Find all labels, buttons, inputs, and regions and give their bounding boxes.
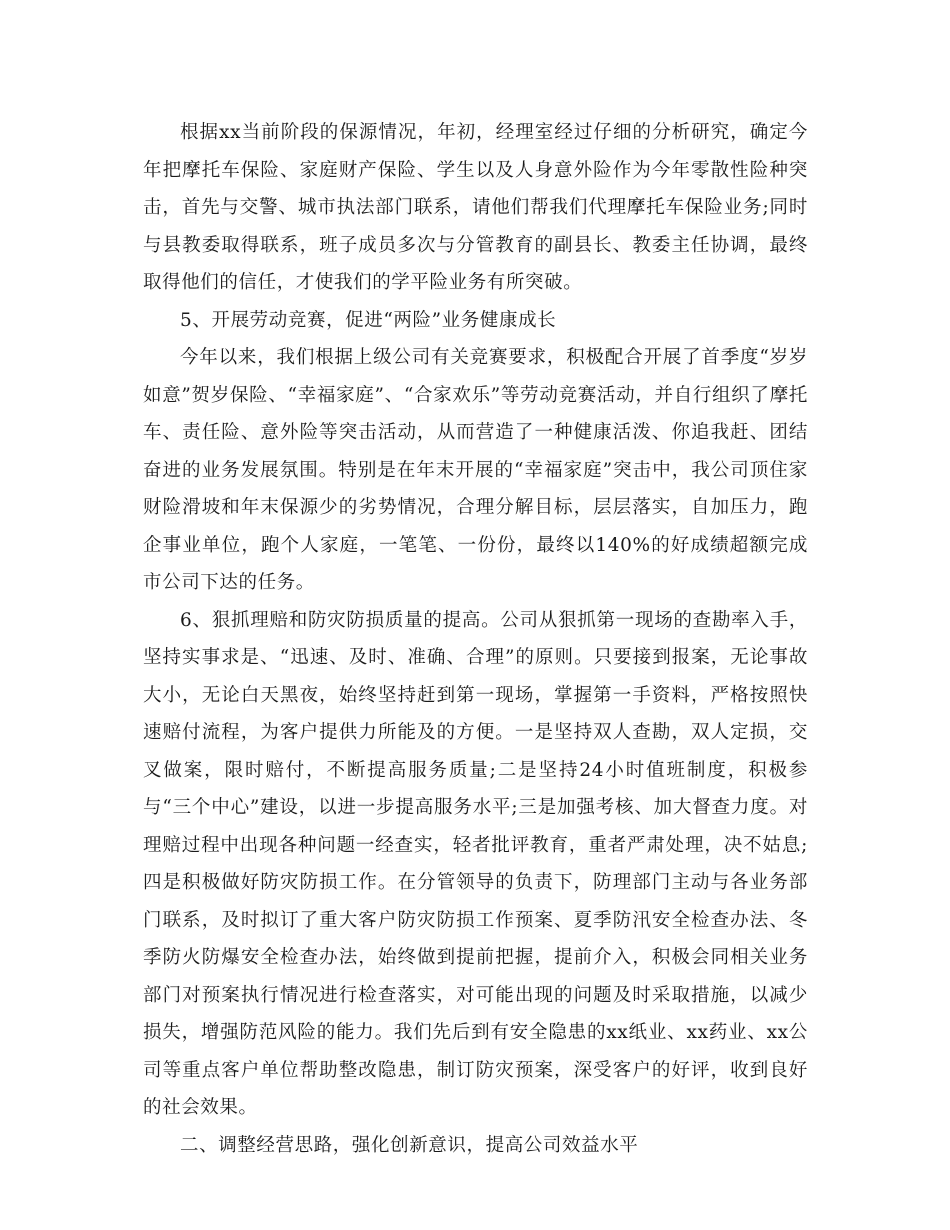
- paragraph-2: 今年以来，我们根据上级公司有关竞赛要求，积极配合开展了首季度“岁岁如意”贺岁保险、“幸福家庭”、“合家欢乐”等劳动竞赛活动，并自行组织了摩托车、责任险、意外险等突击活动，从而营造了一种健康活泼、你追我赶、团结奋进的业务发展氛围。特别是在年末开展的“幸福家庭”突击中，我公司顶住家财险滑坡和年末保源少的劣势情况，合理分解目标，层层落实，自加压力，跑企事业单位，跑个人家庭，一笔笔、一份份，最终以140%的好成绩超额完成市公司下达的任务。: [143, 347, 808, 593]
- section-heading-2: 二、调整经营思路，强化创新意识，提高公司效益水平: [180, 1134, 639, 1156]
- paragraph-1: 根据xx当前阶段的保源情况，年初，经理室经过仔细的分析研究，确定今年把摩托车保险、家庭财产保险、学生以及人身意外险作为今年零散性险种突击，首先与交警、城市执法部门联系，请他们帮我们代理摩托车保险业务;同时与县教委取得联系，班子成员多次与分管教育的副县长、教委主任协调，最终取得他们的信任，才使我们的学平险业务有所突破。: [143, 122, 808, 293]
- section-heading-5: 5、开展劳动竞赛，促进“两险”业务健康成长: [180, 309, 557, 331]
- document-body: [143, 114, 808, 1164]
- paragraph-3: 6、狠抓理赔和防灾防损质量的提高。公司从狠抓第一现场的查勘率入手，坚持实事求是、“迅速、及时、准确、合理”的原则。只要接到报案，无论事故大小，无论白天黑夜，始终坚持赶到第一现场，掌握第一手资料，严格按照快速赔付流程，为客户提供力所能及的方便。一是坚持双人查勘，双人定损，交叉做案，限时赔付，不断提高服务质量;二是坚持24小时值班制度，积极参与“三个中心”建设，以进一步提高服务水平;三是加强考核、加大督查力度。对理赔过程中出现各种问题一经查实，轻者批评教育，重者严肃处理，决不姑息;四是积极做好防灾防损工作。在分管领导的负责下，防理部门主动与各业务部门联系，及时拟订了重大客户防灾防损工作预案、夏季防汛安全检查办法、冬季防火防爆安全检查办法，始终做到提前把握，提前介入，积极会同相关业务部门对预案执行情况进行检查落实，对可能出现的问题及时采取措施，以减少损失，增强防范风险的能力。我们先后到有安全隐患的xx纸业、xx药业、xx公司等重点客户单位帮助整改隐患，制订防灾预案，深受客户的好评，收到良好的社会效果。: [143, 609, 808, 1118]
